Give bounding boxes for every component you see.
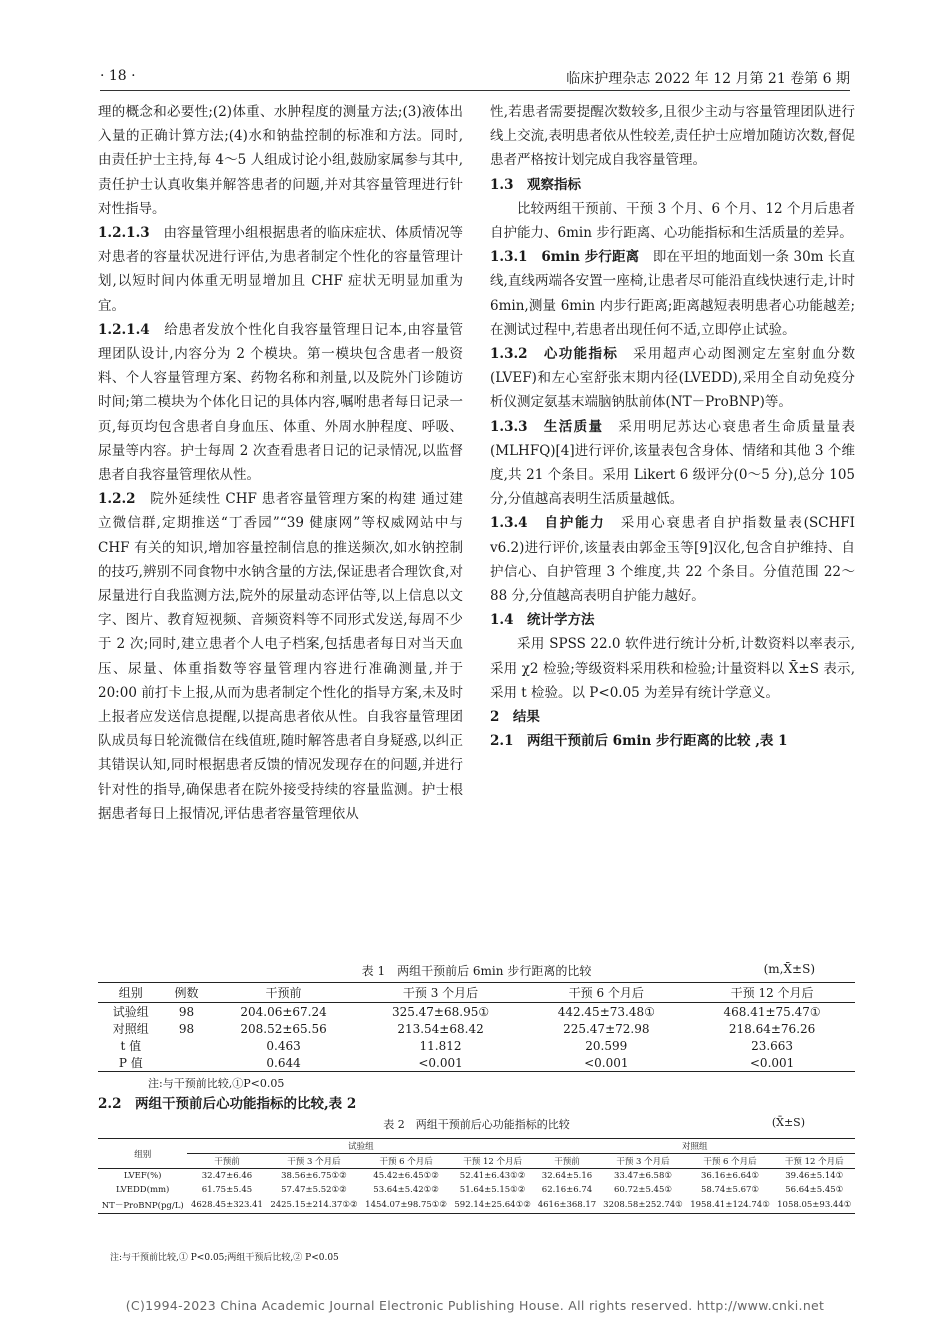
section-heading: 1.4 统计学方法	[490, 612, 595, 629]
section-heading: 1.3 观察指标	[490, 176, 581, 193]
table-cell: 53.64±5.42①②	[373, 1185, 439, 1195]
table-cell: 213.54±68.42	[397, 1021, 484, 1036]
table-cell: 0.644	[266, 1055, 301, 1070]
table1-title: 表 1 两组干预前后 6min 步行距离的比较	[361, 964, 592, 978]
table2-unit: (X̄±S)	[771, 1116, 805, 1129]
paragraph-text: 理的概念和必要性;(2)体重、水肿程度的测量方法;(3)液体出入量的正确计算方法;(4)水和钠盐控制的标准和方法。同时,由责任护士主持,每 4～5 人组成讨论小组,鼓励家属参与其中,责任护士认真收集并解答患者的问题,并对其容量管理进行针对性指导。	[98, 104, 463, 217]
paragraph-text: 即在平坦的地面划一条 30m 长直线,直线两端各安置一座椅,让患者尽可能沿直线快速行走,计时 6min,测量 6min 内步行距离;距离越短表明患者心功能越差;在测试过程中,若患者出现任何不适,立即停止试验。	[490, 249, 856, 338]
table2-col-header: 干预前	[534, 1154, 599, 1169]
table2-row-header: 组别	[98, 1139, 187, 1169]
table-cell: 98	[178, 1021, 195, 1036]
table-cell: 20.599	[585, 1038, 628, 1053]
table-cell: 39.46±5.14①	[785, 1171, 844, 1181]
table2-col-header: 干预 12 个月后	[774, 1154, 855, 1169]
page-number: · 18 ·	[100, 68, 136, 84]
table-cell: <0.001	[749, 1055, 795, 1070]
table2-col-header: 干预 3 个月后	[599, 1154, 686, 1169]
paragraph-text: 采用超声心动图测定左室射血分数(LVEF)和左心室舒张末期内径(LVEDD),采用全自动免疫分析仪测定氨基末端脑钠肽前体(NT－ProBNP)等。	[490, 346, 856, 411]
paragraph	[490, 342, 855, 415]
subsection-heading: 1.3.2 心功能指标	[490, 346, 619, 363]
copyright-footer: (C)1994-2023 China Academic Journal Electronic Publishing House. All rights reserved. http://www.cnki.net	[125, 1298, 825, 1313]
table-cell: 32.47±6.46	[201, 1171, 253, 1181]
table2-col-header: 干预 6 个月后	[687, 1154, 774, 1169]
subsection-heading: 1.3.3 生活质量	[490, 418, 604, 435]
table-row	[98, 1169, 855, 1184]
table-cell: 56.64±5.45①	[785, 1185, 844, 1195]
table-cell: t 值	[120, 1039, 142, 1053]
table-cell: 23.663	[751, 1038, 794, 1053]
paragraph-text: 给患者发放个性化自我容量管理日记本,由容量管理团队设计,内容分为 2 个模块。第一模块包含患者一般资料、个人容量管理方案、药物名称和剂量,以及院外门诊随访时间;第二模块为个体化日记的具体内容,嘱咐患者每日记录一页,每页均包含患者自身血压、体重、外周水肿程度、呼吸、尿量等内容。护士每周 2 次查看患者日记的记录情况,以监督患者自我容量管理依从性。	[98, 321, 463, 484]
table-row	[98, 1183, 855, 1197]
table-cell: 3208.58±252.74①	[603, 1200, 683, 1210]
paragraph	[98, 487, 463, 826]
paragraph-text: 采用 SPSS 22.0 软件进行统计分析,计数资料以率表示,采用 χ2 检验;等级资料采用秩和检验;计量资料以 X̄±S 表示,采用 t 检验。以 P<0.05 为差异有统计学意义。	[490, 636, 855, 701]
table-cell: 4628.45±323.41	[190, 1200, 263, 1210]
paragraph-text: 采用心衰患者自护指数量表(SCHFI v6.2)进行评价,该量表由郭金玉等[9]汉化,包含自护维持、自护信心、自护管理 3 个维度,共 22 个条目。分值范围 22～88 分,分值越高表明自护能力越好。	[490, 515, 855, 605]
table-cell: 57.47±5.52①②	[281, 1185, 347, 1195]
table-cell: 45.42±6.45①②	[373, 1171, 439, 1181]
table-cell: 33.47±6.58①	[613, 1171, 672, 1181]
table2-col-header: 干预前	[187, 1154, 266, 1169]
table-cell: 58.74±5.67①	[701, 1185, 760, 1195]
table-cell: 62.16±6.74	[541, 1185, 593, 1195]
table-cell: 592.14±25.64①②	[454, 1200, 531, 1210]
table-cell: 325.47±68.95①	[391, 1004, 490, 1019]
section-2-2-heading: 2.2 两组干预前后心功能指标的比较,表 2	[98, 1096, 357, 1112]
section-heading: 2 结果	[490, 709, 540, 726]
table-cell: 204.06±67.24	[240, 1004, 327, 1019]
table-cell: 218.64±76.26	[728, 1021, 816, 1036]
table-row	[98, 1197, 855, 1214]
table2-group-control: 对照组	[534, 1139, 855, 1154]
table2-title: 表 2 两组干预前后心功能指标的比较	[383, 1118, 570, 1131]
table-cell: NT－ProBNP(pg/L)	[101, 1201, 184, 1211]
table-cell: 60.72±5.45①	[613, 1185, 672, 1195]
table-cell: 38.56±6.75①②	[281, 1171, 347, 1181]
table-cell: 208.52±65.56	[240, 1021, 327, 1036]
table1-note: 注:与干预前比较,①P<0.05	[148, 1077, 285, 1090]
paragraph-text: 性,若患者需要提醒次数较多,且很少主动与容量管理团队进行线上交流,表明患者依从性较差,责任护士应增加随访次数,督促患者严格按计划完成自我容量管理。	[490, 104, 855, 169]
subsection-heading: 1.2.2	[98, 491, 136, 508]
paragraph-text: 由容量管理小组根据患者的临床症状、体质情况等对患者的容量状况进行评估,为患者制定个性化的容量管理计划,以短时间内体重无明显增加且 CHF 症状无明显加重为宜。	[98, 225, 464, 314]
right-column	[490, 100, 855, 753]
table1-col-header: 干预 6 个月后	[523, 983, 689, 1003]
table2-col-header: 干预 12 个月后	[451, 1154, 535, 1169]
paragraph-text: 比较两组干预前、干预 3 个月、6 个月、12 个月后患者自护能力、6min 步行距离、心功能指标和生活质量的差异。	[490, 200, 855, 242]
left-column	[98, 100, 463, 826]
table-cell: 468.41±75.47①	[723, 1004, 821, 1019]
section-heading: 2.1 两组干预前后 6min 步行距离的比较 ,表 1	[490, 733, 788, 750]
table-cell: 4616±368.17	[537, 1200, 597, 1210]
table1-col-header: 干预 12 个月后	[689, 983, 855, 1003]
table-cell: <0.001	[418, 1055, 463, 1070]
table-cell: 51.64±5.15①②	[459, 1185, 526, 1195]
table-cell: 225.47±72.98	[563, 1021, 650, 1036]
table-cell: LVEF(%)	[123, 1171, 162, 1181]
table-cell: LVEDD(mm)	[116, 1185, 170, 1195]
table-cell: 试验组	[112, 1005, 149, 1019]
table-cell: 1058.05±93.44①	[777, 1200, 852, 1210]
subsection-heading: 1.3.4 自护能力	[490, 515, 606, 532]
table1-col-header: 干预 3 个月后	[358, 983, 524, 1003]
table-cell: P 值	[118, 1056, 143, 1070]
journal-title: 临床护理杂志 2022 年 12 月第 21 卷第 6 期	[566, 71, 850, 87]
table-cell: 11.812	[419, 1038, 462, 1053]
table-row	[98, 1037, 855, 1054]
paragraph	[490, 415, 855, 512]
paragraph	[490, 632, 855, 705]
table-cell: 0.463	[266, 1038, 301, 1053]
table-cell: 32.64±5.16	[541, 1171, 593, 1181]
table-cell: 52.41±6.43①②	[459, 1171, 526, 1181]
table-row	[98, 1054, 855, 1072]
paragraph-text: 采用明尼苏达心衰患者生命质量量表(MLHFQ)[4]进行评价,该量表包含身体、情绪和其他 3 个维度,共 21 个条目。采用 Likert 6 级评分(0～5 分),总分 105 分,分值越高表明生活质量越低。	[490, 418, 855, 508]
table1-unit: (m,X̄±S)	[763, 962, 815, 976]
table-cell: 1958.41±124.74①	[690, 1200, 770, 1210]
table-cell	[164, 1054, 210, 1072]
table2-group-trial: 试验组	[187, 1139, 534, 1154]
subsection-heading: 1.2.1.4	[98, 321, 150, 338]
paragraph	[490, 511, 855, 608]
subsection-heading: 1.2.1.3	[98, 225, 150, 242]
table-cell: 442.45±73.48①	[557, 1004, 655, 1019]
table-cell: 2425.15±214.37①②	[270, 1200, 358, 1210]
table-cell: 61.75±5.45	[201, 1185, 253, 1195]
table-cell: 36.16±6.64①	[701, 1171, 760, 1181]
table2-col-header: 干预 6 个月后	[361, 1154, 450, 1169]
page-header	[100, 64, 850, 91]
paragraph	[490, 100, 855, 173]
table1	[98, 982, 855, 1072]
table2-col-header: 干预 3 个月后	[266, 1154, 361, 1169]
table1-col-header: 组别	[98, 983, 164, 1003]
table1-col-header: 例数	[164, 983, 210, 1003]
paragraph	[98, 318, 463, 487]
paragraph	[98, 221, 463, 318]
table2	[98, 1138, 855, 1214]
subsection-heading: 1.3.1 6min 步行距离	[490, 249, 640, 266]
paragraph	[98, 100, 463, 221]
table2-note: 注:与干预前比较,① P<0.05;两组干预后比较,② P<0.05	[110, 1253, 339, 1263]
table-cell: 1454.07±98.75①②	[365, 1200, 448, 1210]
table-cell: <0.001	[584, 1055, 629, 1070]
table1-col-header: 干预前	[209, 983, 357, 1003]
table-row	[98, 1003, 855, 1021]
table-cell: 98	[178, 1004, 195, 1019]
paragraph-text: 院外延续性 CHF 患者容量管理方案的构建 通过建立微信群,定期推送“丁香园”“39 健康网”等权威网站中与 CHF 有关的知识,增加容量控制信息的推送频次,如水钠控制的技巧,辨别不同食物中水钠含量的方法,保证患者合理饮食,对尿量进行自我监测方法,院外的尿量动态评估等,以上信息以文字、图片、教育短视频、音频资料等不同形式发送,每周不少于 2 次;同时,建立患者个人电子档案,包括患者每日对当天血压、尿量、体重指数等容量管理内容进行准确测量,并于 20:00 前打卡上报,从而为患者制定个性化的指导方案,未及时上报者应发送信息提醒,以提高患者依从性。自我容量管理团队成员每日轮流微信在线值班,随时解答患者自身疑惑,以纠正其错误认知,同时根据患者反馈的情况发现存在的问题,并进行针对性的指导,确保患者在院外接受持续的容量监测。护士根据患者每日上报情况,评估患者容量管理依从	[98, 491, 464, 822]
paragraph	[490, 197, 855, 245]
table-row	[98, 1020, 855, 1037]
table-cell	[164, 1037, 210, 1054]
paragraph	[490, 245, 855, 342]
table-cell: 对照组	[112, 1022, 149, 1036]
